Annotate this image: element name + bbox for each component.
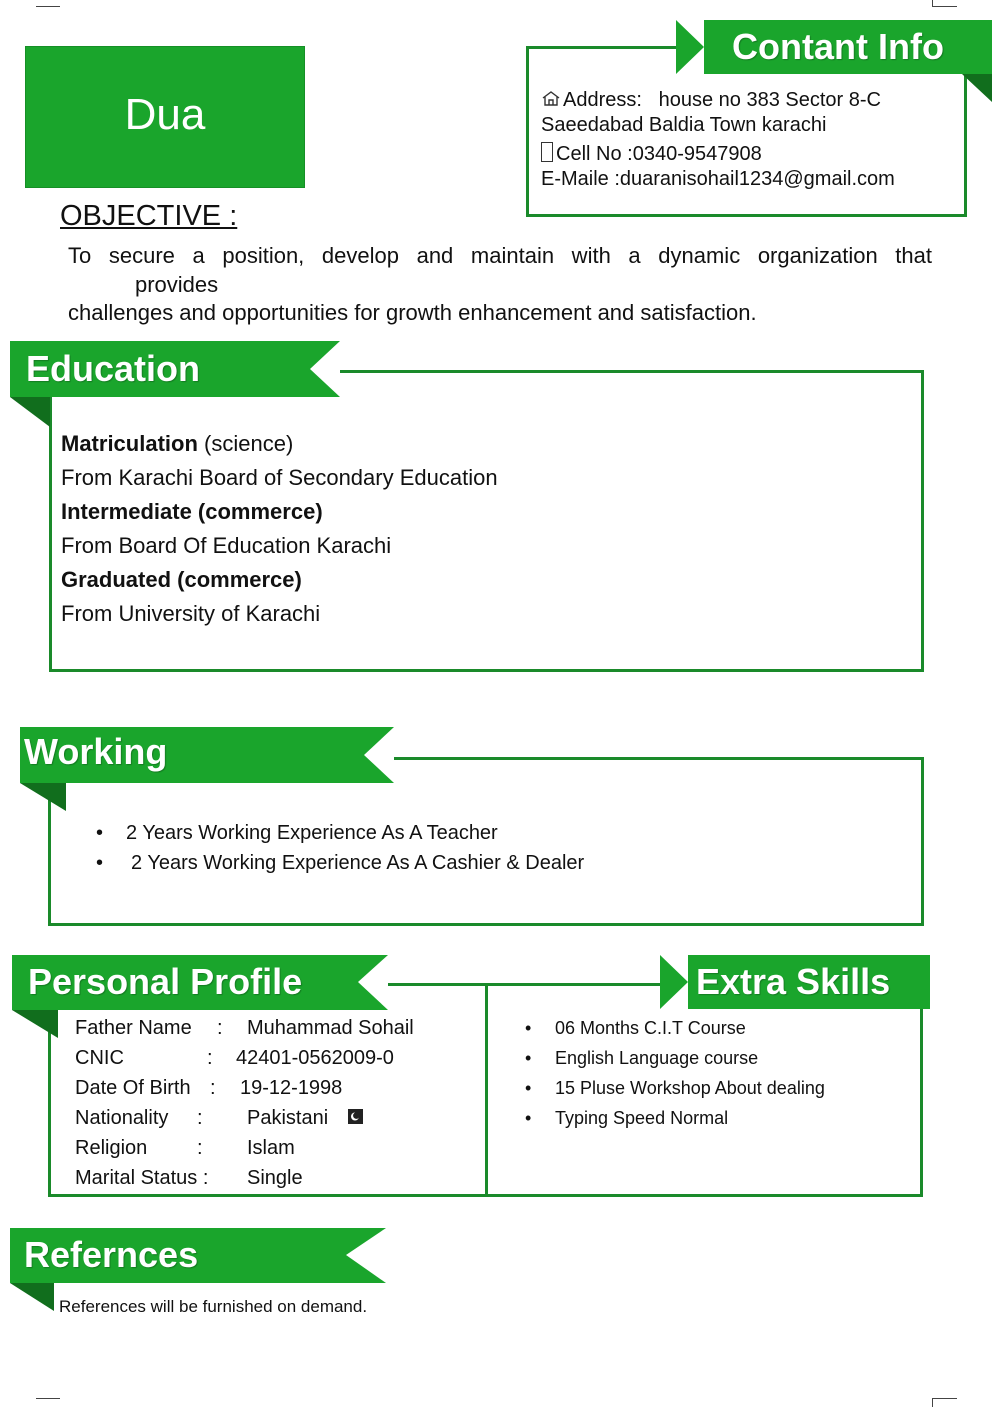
education-list bbox=[61, 427, 498, 631]
profile-row: Father Name : Muhammad Sohail bbox=[75, 1017, 414, 1039]
address-line bbox=[541, 88, 895, 113]
references-text: References will be furnished on demand. bbox=[59, 1297, 368, 1316]
education-item: Matriculation (science) bbox=[61, 431, 294, 456]
skill-item: • 06 Months C.I.T Course bbox=[525, 1013, 825, 1043]
skill-item: • Typing Speed Normal bbox=[525, 1103, 825, 1133]
references-banner-notch bbox=[346, 1228, 386, 1283]
skills-title: Extra Skills bbox=[696, 961, 891, 1002]
cell-line bbox=[541, 142, 895, 167]
objective-title: OBJECTIVE : bbox=[60, 200, 238, 232]
objective-line-2: provides bbox=[135, 272, 219, 297]
education-item: From University of Karachi bbox=[61, 601, 321, 626]
objective-line-3: challenges and opportunities for growth enhancement and satisfaction. bbox=[68, 300, 757, 325]
address-value: house no 383 Sector 8-C bbox=[658, 89, 881, 111]
contact-banner-notch bbox=[676, 20, 704, 74]
address-label: Address: bbox=[563, 89, 642, 111]
profile-row: CNIC : 42401-0562009-0 bbox=[75, 1047, 394, 1069]
personal-banner-fold bbox=[12, 1010, 58, 1038]
skills-list bbox=[525, 1013, 825, 1133]
name-box bbox=[25, 46, 305, 188]
working-list bbox=[96, 818, 584, 878]
phone-icon bbox=[541, 142, 553, 162]
skills-banner-notch bbox=[660, 955, 688, 1009]
corner-mark-bottom-right bbox=[932, 1398, 957, 1407]
contact-title: Contant Info bbox=[732, 26, 944, 67]
education-item: From Karachi Board of Secondary Education bbox=[61, 465, 498, 490]
profile-row: Religion : Islam bbox=[75, 1137, 295, 1159]
corner-mark-top-left bbox=[36, 0, 60, 7]
pakistan-flag-icon bbox=[343, 1109, 363, 1124]
education-item: Graduated (commerce) bbox=[61, 567, 302, 592]
working-item: • 2 Years Working Experience As A Cashier & Dealer bbox=[96, 848, 584, 878]
email-label: E-Maile : bbox=[541, 168, 620, 190]
references-title: Refernces bbox=[24, 1234, 199, 1275]
cell-label: Cell No : bbox=[556, 143, 633, 165]
education-banner-fold bbox=[10, 397, 50, 427]
email-line bbox=[541, 167, 895, 192]
education-banner-notch bbox=[310, 341, 340, 397]
personal-details bbox=[75, 1013, 414, 1193]
profile-row: Marital Status : Single bbox=[75, 1167, 303, 1189]
email-value[interactable]: duaranisohail1234@gmail.com bbox=[619, 168, 895, 190]
skill-item: • 15 Pluse Workshop About dealing bbox=[525, 1073, 825, 1103]
profile-row: Nationality : Pakistani bbox=[75, 1103, 208, 1133]
education-item: Intermediate (commerce) bbox=[61, 499, 323, 524]
working-title: Working bbox=[24, 731, 168, 772]
house-icon bbox=[541, 88, 563, 113]
skill-item: • English Language course bbox=[525, 1043, 825, 1073]
personal-banner-notch bbox=[358, 955, 388, 1010]
working-banner-fold bbox=[20, 783, 66, 811]
corner-mark-bottom-left bbox=[36, 1398, 60, 1407]
education-title: Education bbox=[26, 348, 201, 389]
working-banner-notch bbox=[364, 727, 394, 783]
contact-banner-fold bbox=[962, 74, 992, 102]
candidate-name: Dua bbox=[124, 90, 206, 139]
education-item: From Board Of Education Karachi bbox=[61, 533, 392, 558]
cell-value: 0340-9547908 bbox=[632, 143, 762, 165]
objective-line-1: To secure a position, develop and maintain with a dynamic organization that bbox=[68, 243, 932, 268]
contact-details bbox=[541, 88, 895, 192]
working-item: • 2 Years Working Experience As A Teacher bbox=[96, 818, 584, 848]
profile-row: Date Of Birth : 19-12-1998 bbox=[75, 1077, 343, 1099]
references-banner-fold bbox=[10, 1283, 54, 1311]
corner-mark-top-right bbox=[932, 0, 957, 7]
personal-title: Personal Profile bbox=[28, 961, 303, 1002]
address-line-2: Saeedabad Baldia Town karachi bbox=[541, 114, 827, 136]
